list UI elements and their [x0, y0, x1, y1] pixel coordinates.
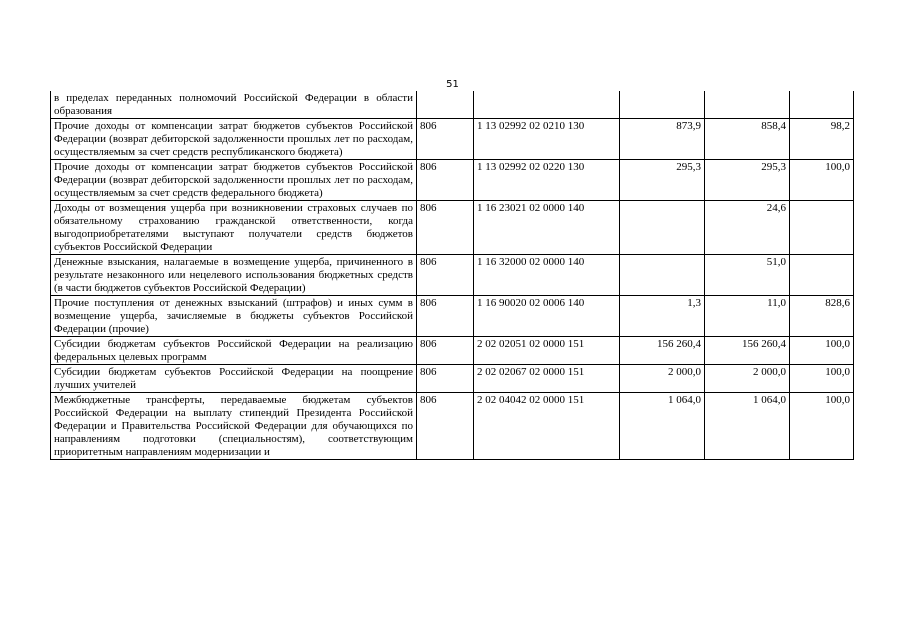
row-actual-value: 858,4: [705, 119, 790, 160]
row-description: Прочие доходы от компенсации затрат бюджетов субъектов Российской Федерации (возврат дебиторской задолженности прошлых лет по расходам, осуществляемым за счет средств федерального бюджета): [51, 160, 417, 201]
row-admin-code: 806: [417, 296, 474, 337]
row-percent: 98,2: [790, 119, 854, 160]
row-percent: [790, 201, 854, 255]
row-plan-value: 1 064,0: [620, 393, 705, 460]
row-plan-value: 2 000,0: [620, 365, 705, 393]
row-plan-value: 156 260,4: [620, 337, 705, 365]
row-percent: 100,0: [790, 365, 854, 393]
row-description: в пределах переданных полномочий Российской Федерации в области образования: [51, 91, 417, 119]
row-actual-value: 295,3: [705, 160, 790, 201]
row-budget-code: 1 16 32000 02 0000 140: [474, 255, 620, 296]
row-percent: [790, 255, 854, 296]
row-description: Денежные взыскания, налагаемые в возмещение ущерба, причиненного в результате незаконного или нецелевого использования бюджетных средств (в части бюджетов субъектов Российской Федерации): [51, 255, 417, 296]
table-row: [51, 201, 854, 255]
row-actual-value: [705, 91, 790, 119]
row-admin-code: 806: [417, 160, 474, 201]
row-admin-code: 806: [417, 393, 474, 460]
row-percent: 100,0: [790, 160, 854, 201]
table-row: [51, 255, 854, 296]
table-row: [51, 365, 854, 393]
table-row: [51, 119, 854, 160]
row-plan-value: [620, 91, 705, 119]
row-admin-code: 806: [417, 337, 474, 365]
row-budget-code: 2 02 02051 02 0000 151: [474, 337, 620, 365]
row-plan-value: 1,3: [620, 296, 705, 337]
row-percent: 100,0: [790, 337, 854, 365]
row-actual-value: 24,6: [705, 201, 790, 255]
row-plan-value: [620, 255, 705, 296]
table-row: [51, 337, 854, 365]
row-description: Прочие доходы от компенсации затрат бюджетов субъектов Российской Федерации (возврат дебиторской задолженности прошлых лет по расходам, осуществляемым за счет средств республиканского бюджета): [51, 119, 417, 160]
row-actual-value: 2 000,0: [705, 365, 790, 393]
row-budget-code: 2 02 02067 02 0000 151: [474, 365, 620, 393]
row-budget-code: 1 16 23021 02 0000 140: [474, 201, 620, 255]
row-admin-code: 806: [417, 365, 474, 393]
row-admin-code: [417, 91, 474, 119]
row-admin-code: 806: [417, 255, 474, 296]
row-description: Субсидии бюджетам субъектов Российской Федерации на поощрение лучших учителей: [51, 365, 417, 393]
row-actual-value: 1 064,0: [705, 393, 790, 460]
row-actual-value: 156 260,4: [705, 337, 790, 365]
revenue-table: [50, 91, 854, 460]
table-row: [51, 91, 854, 119]
row-description: Прочие поступления от денежных взысканий (штрафов) и иных сумм в возмещение ущерба, зачисляемые в бюджеты субъектов Российской Федерации (прочие): [51, 296, 417, 337]
row-budget-code: 1 16 90020 02 0006 140: [474, 296, 620, 337]
row-percent: 100,0: [790, 393, 854, 460]
row-budget-code: [474, 91, 620, 119]
table-row: [51, 160, 854, 201]
row-plan-value: 295,3: [620, 160, 705, 201]
row-description: Доходы от возмещения ущерба при возникновении страховых случаев по обязательному страхованию гражданской ответственности, когда выгодоприобретателями выступают получатели средств бюджетов субъектов Российской Федерации: [51, 201, 417, 255]
row-admin-code: 806: [417, 119, 474, 160]
row-actual-value: 51,0: [705, 255, 790, 296]
row-description: Межбюджетные трансферты, передаваемые бюджетам субъектов Российской Федерации на выплату стипендий Президента Российской Федерации и Правительства Российской Федерации для обучающихся по направлениям подготовки (специальностям), соответствующим приоритетным направлениям модернизации и: [51, 393, 417, 460]
table-row: [51, 393, 854, 460]
page-number: 51: [446, 79, 459, 90]
row-plan-value: [620, 201, 705, 255]
row-percent: [790, 91, 854, 119]
row-budget-code: 1 13 02992 02 0210 130: [474, 119, 620, 160]
row-description: Субсидии бюджетам субъектов Российской Федерации на реализацию федеральных целевых программ: [51, 337, 417, 365]
row-percent: 828,6: [790, 296, 854, 337]
row-budget-code: 1 13 02992 02 0220 130: [474, 160, 620, 201]
row-budget-code: 2 02 04042 02 0000 151: [474, 393, 620, 460]
row-actual-value: 11,0: [705, 296, 790, 337]
table-row: [51, 296, 854, 337]
row-plan-value: 873,9: [620, 119, 705, 160]
row-admin-code: 806: [417, 201, 474, 255]
